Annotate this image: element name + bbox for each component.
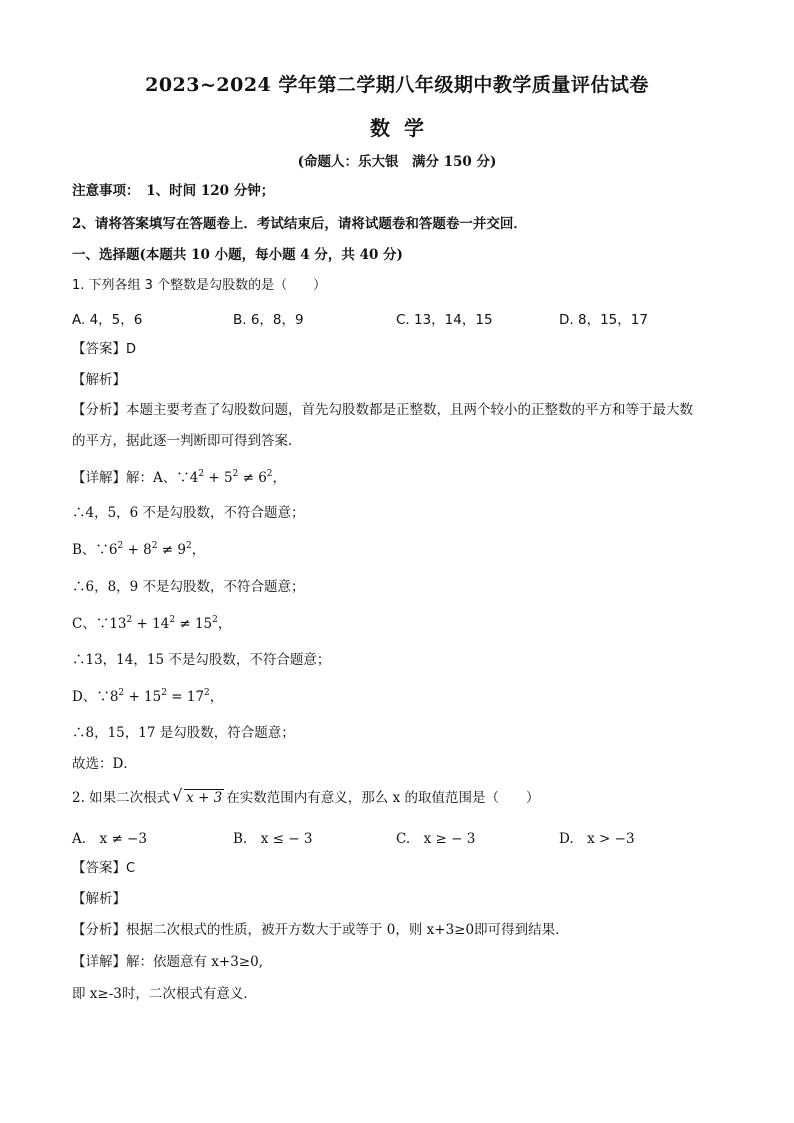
q2-answer-tag: 【答案】 bbox=[72, 860, 126, 876]
q1-detail-b-pre: B、∵ bbox=[72, 542, 109, 558]
q1-detail-d-expr: $8^2 + 15^2 = 17^2$ bbox=[109, 688, 210, 705]
q1-option-b: B. 6，8，9 bbox=[233, 312, 304, 328]
q1-detail-d-conclusion: ∴8，15，17 是勾股数，符合题意； bbox=[72, 725, 295, 741]
section-heading: 一、选择题(本题共 10 小题，每小题 4 分，共 40 分) bbox=[72, 247, 403, 263]
q2-option-d: D. x > −3 bbox=[559, 831, 635, 847]
q2-stem-pre: 2. 如果二次根式 bbox=[72, 790, 171, 806]
q2-analysis-line: 【分析】根据二次根式的性质，被开方数大于或等于 0，则 x+3≥0即可得到结果． bbox=[72, 922, 569, 938]
q2-stem-post: 在实数范围内有意义，那么 x 的取值范围是（ ） bbox=[226, 790, 540, 806]
q2-stem bbox=[72, 786, 732, 807]
q2-detail-line-2: 即 x≥-3时，二次根式有意义． bbox=[72, 986, 257, 1002]
sqrt-icon: √ bbox=[172, 786, 183, 805]
q2-answer-line bbox=[72, 859, 732, 878]
author-line: (命题人：乐大银 满分 150 分) bbox=[297, 154, 497, 170]
q1-option-c: C. 13，14，15 bbox=[396, 312, 493, 328]
q2-radicand: x + 3 bbox=[186, 790, 223, 806]
notes-line-2: 2、请将答案填写在答题卷上．考试结束后，请将试题卷和答题卷一并交回． bbox=[72, 216, 527, 232]
subject-title: 数学 bbox=[370, 116, 438, 140]
q1-detail-intro: 【详解】解：A、∵ bbox=[72, 470, 190, 486]
q2-answer: C bbox=[126, 861, 136, 876]
q1-detail-b-conclusion: ∴6，8，9 不是勾股数，不符合题意； bbox=[72, 579, 305, 595]
q1-analysis-line-2: 的平方，据此逐一判断即可得到答案． bbox=[72, 433, 302, 449]
q1-option-a: A. 4，5，6 bbox=[72, 312, 143, 328]
q1-analysis-line-1: 【分析】本题主要考查了勾股数问题，首先勾股数都是正整数，且两个较小的正整数的平方和等于最大数 bbox=[72, 402, 693, 418]
q2-option-b: B. x ≤ − 3 bbox=[233, 831, 313, 847]
q1-detail-c-conclusion: ∴13，14，15 不是勾股数，不符合题意； bbox=[72, 652, 331, 668]
q1-answer: D bbox=[126, 342, 137, 357]
q1-answer-line bbox=[72, 340, 732, 359]
q2-detail-line-1: 【详解】解：依题意有 x+3≥0, bbox=[72, 954, 263, 970]
q2-sqrt-expression bbox=[172, 786, 224, 807]
q1-detail-c: C、$\because 13^2 + 14^2 \ne 15^2$， bbox=[72, 615, 232, 632]
q2-option-c: C. x ≥ − 3 bbox=[396, 831, 476, 847]
q1-analysis-tag: 【解析】 bbox=[72, 372, 126, 388]
q1-detail-d: D、$\because 8^2 + 15^2 = 17^2$， bbox=[72, 688, 224, 705]
q1-final: 故选：D． bbox=[72, 756, 137, 772]
q1-answer-tag: 【答案】 bbox=[72, 341, 126, 357]
q1-detail-a-conclusion: ∴4，5，6 不是勾股数，不符合题意； bbox=[72, 505, 305, 521]
q1-stem: 1. 下列各组 3 个整数是勾股数的是（ ） bbox=[72, 278, 327, 293]
q2-option-a: A. x ≠ −3 bbox=[72, 831, 147, 847]
notes-line-1: 注意事项： 1、时间 120 分钟； bbox=[72, 183, 275, 199]
q1-detail-a: 【详解】解：A、$\because 4^2 + 5^2 \ne 6^2$， bbox=[72, 469, 287, 486]
q1-detail-b: B、$\because 6^2 + 8^2 \ne 9^2$， bbox=[72, 541, 206, 558]
q1-detail-c-expr: $13^2 + 14^2 \ne 15^2$ bbox=[109, 615, 218, 632]
q1-detail-d-pre: D、∵ bbox=[72, 689, 110, 705]
q1-detail-b-expr: $6^2 + 8^2 \ne 9^2$ bbox=[108, 541, 192, 558]
q2-analysis-tag: 【解析】 bbox=[72, 891, 126, 907]
q1-option-d: D. 8，15，17 bbox=[559, 312, 648, 328]
exam-title: 2023~2024 学年第二学期八年级期中教学质量评估试卷 bbox=[145, 74, 649, 96]
q1-detail-a-expr: $4^2 + 5^2 \ne 6^2$ bbox=[189, 469, 273, 486]
q1-detail-c-pre: C、∵ bbox=[72, 616, 110, 632]
